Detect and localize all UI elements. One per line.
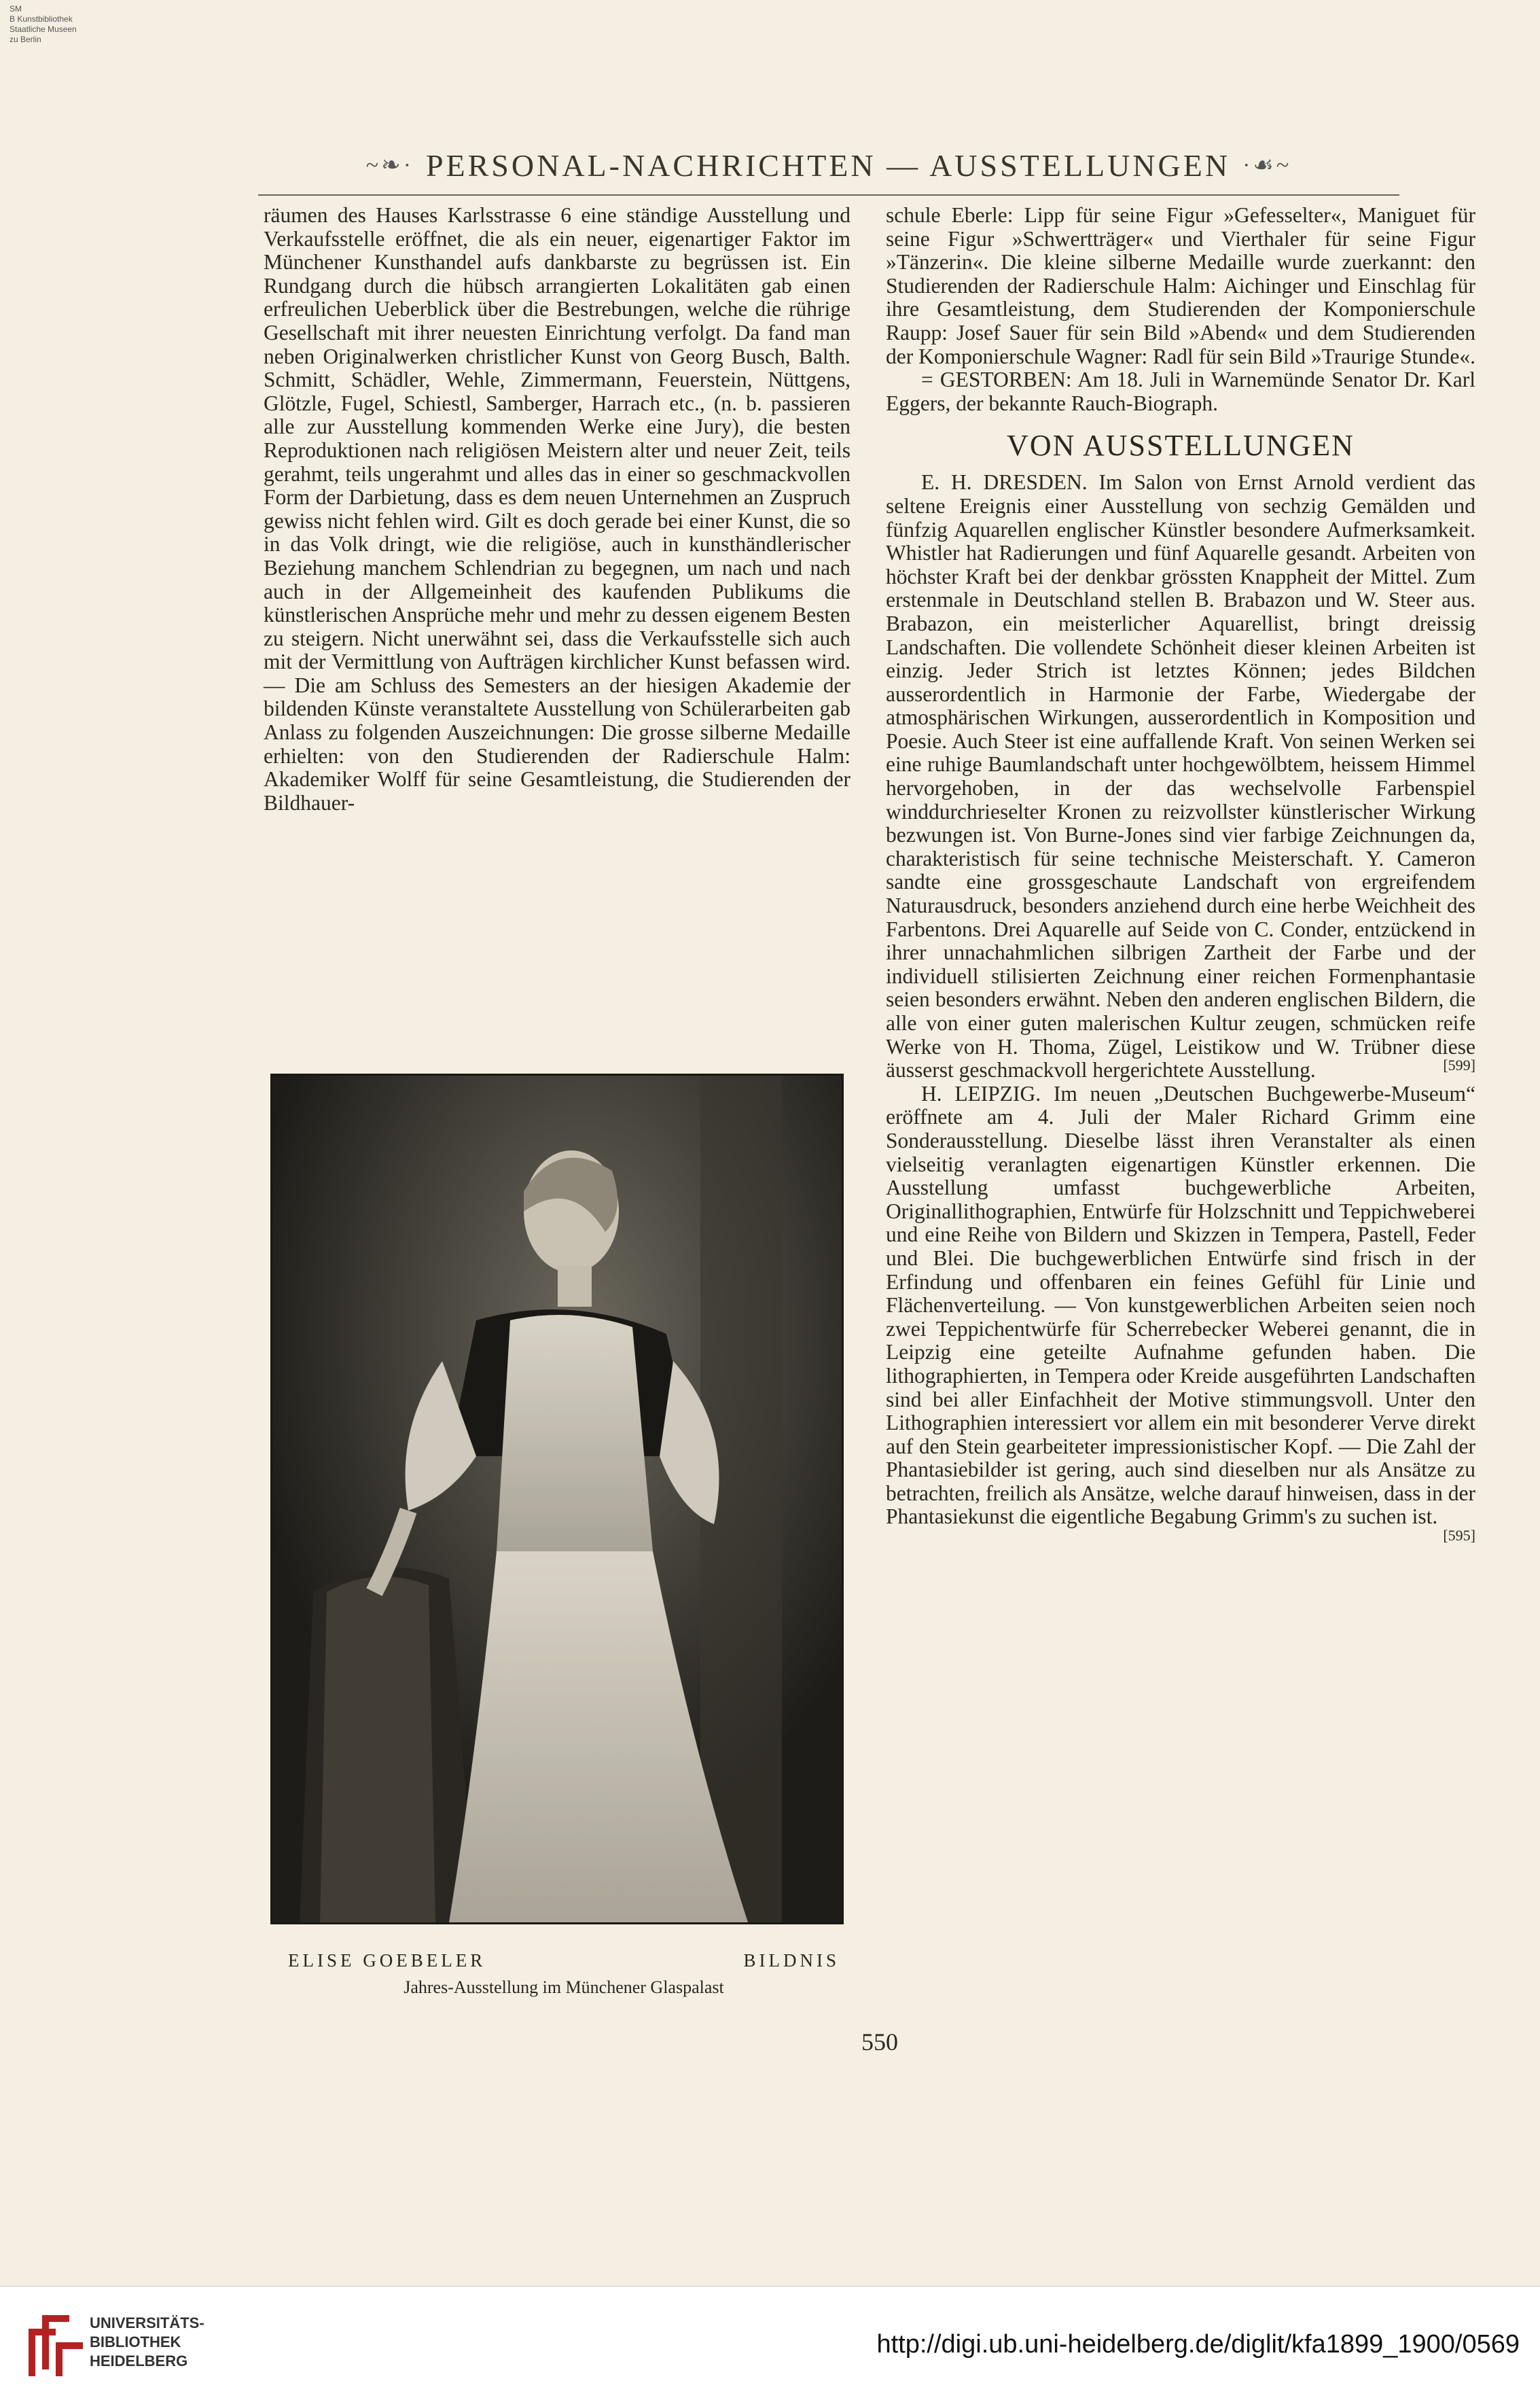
right-paragraph-3: E. H. DRESDEN. Im Salon von Ernst Arnold verdient das seltene Ereignis einer Ausstellung von sechzig Gemälden und fünfzig Aquarellen englischer Künstler besondere Aufmerksamkeit. Whistler hat Radierungen und fünf Aquarelle gesandt. Arbeiten von höchster Kraft bei der denkbar grössten Knappheit der Mittel. Zum erstenmale in Deutschland stellen B. Brabazon und W. Steer aus. Brabazon, ein meisterlicher Aquarellist, bringt dreissig Landschaften. Die vollendete Schönheit dieser kleinen Arbeiten ist einzig. Jeder Strich ist letztes Können; jedes Bildchen ausserordentlich in Harmonie der Farbe, Wiedergabe der atmosphärischen Wirkungen, ausserordentlich in Komposition und Poesie. Auch Steer ist eine auffallende Kraft. Von seinen Werken sei eine ruhige Baumlandschaft unter hochgewölbtem, heissem Himmel hervorgehoben, in der das wechselvolle Farbenspiel winddurchrieselter Kronen zu reizvollster künstlerischer Wirkung bezwungen ist. Von Burne-Jones sind vier farbige Zeichnungen da, charakteristisch für seine technische Meisterschaft. Y. Cameron sandte eine grossgeschaute Landschaft von ergreifendem Naturausdruck, besonders anziehend durch eine herbe Weichheit des Farbentons. Drei Aquarelle auf Seide von C. Conder, entzückend in ihrer unnachahmlichen silbrigen Zartheit der Farbe und der individuell stilisierten Zeichnung einer reichen Formenphantasie seien besonders erwähnt. Neben den anderen englischen Bildern, die alle von einer guten malerischen Kultur zeugen, schmücken reife Werke von H. Thoma, Zügel, Leistikow und W. Trübner diese äusserst geschmackvoll hergerichtete Ausstellung. [599] — [886, 470, 1475, 1082]
caption-subtitle: Jahres-Ausstellung im Münchener Glaspalast — [404, 1977, 724, 1997]
source-url-link[interactable]: http://digi.ub.uni-heidelberg.de/diglit/kfa1899_1900/0569 — [876, 2330, 1520, 2359]
portrait-illustration — [272, 1076, 842, 1922]
image-caption — [288, 1950, 840, 1971]
library-name: UNIVERSITÄTS- BIBLIOTHEK HEIDELBERG — [90, 2314, 204, 2369]
library-stamp: SM B Kunstbibliothek Staatliche Museen zu Berlin — [10, 4, 77, 44]
right-paragraph-2: = GESTORBEN: Am 18. Juli in Warnemünde Senator Dr. Karl Eggers, der bekannte Rauch-Biograph. — [886, 368, 1475, 415]
ornament-right-icon: ·☙~ — [1242, 153, 1292, 178]
right-paragraph-4: H. LEIPZIG. Im neuen „Deutschen Buchgewerbe-Museum“ eröffnete am 4. Juli der Maler Richard Grimm eine Sonderausstellung. Dieselbe lässt ihren Veranstalter als einen vielseitig veranlagten eigenartigen Künstler erkennen. Die Ausstellung umfasst buchgewerbliche Arbeiten, Originallithographien, Entwürfe für Holzschnitt und Teppichweberei und eine Reihe von Bildern und Skizzen in Tempera, Pastell, Feder und Blei. Die buchgewerblichen Entwürfe sind frisch in der Erfindung und offenbaren ein feines Gefühl für Linie und Flächenverteilung. — Von kunstgewerblichen Arbeiten seien noch zwei Teppichentwürfe für Scherrebecker Weberei genannt, die in Leipzig eine geteilte Aufnahme gefunden haben. Die lithographierten, in Tempera oder Kreide ausgeführten Landschaften sind bei aller Einfachheit der Motive stimmungsvoll. Unter den Lithographien interessiert vor allem ein mit besonderer Verve direkt auf den Stein gearbeiteter impressionistischer Kopf. — Die Zahl der Phantasiebilder ist gering, auch sind dieselben nur als Ansätze zu betrachten, freilich als Ansätze, welche darauf hinweisen, dass in der Phantasiekunst die eigentliche Begabung Grimm's zu suchen ist. [595] — [886, 1081, 1475, 1545]
right-column — [886, 203, 1475, 1545]
portrait-image — [270, 1074, 844, 1924]
right-paragraph-1: schule Eberle: Lipp für seine Figur »Gefesselter«, Maniguet für seine Figur »Schwertträger« und Vierthaler für seine Figur »Tänzerin«. Die kleine silberne Medaille wurde zuerkannt: den Studierenden der Radierschule Halm: Aichinger und Einschlag für ihre Gesamtleistung, dem Studierenden der Komponierschule Raupp: Josef Sauer für sein Bild »Abend« und dem Studierenden der Komponierschule Wagner: Radl für sein Bild »Traurige Stunde«. — [886, 203, 1475, 368]
page-header — [258, 141, 1399, 189]
footer-bar — [0, 2286, 1540, 2398]
header-title: PERSONAL-NACHRICHTEN — AUSSTELLUNGEN — [425, 147, 1231, 183]
caption-artist: ELISE GOEBELER — [288, 1950, 486, 1971]
section-title: VON AUSSTELLUNGEN — [1007, 429, 1355, 463]
left-column — [264, 204, 850, 815]
left-paragraph: räumen des Hauses Karlsstrasse 6 eine ständige Ausstellung und Verkaufsstelle eröffnet, die als ein neuer, eigenartiger Faktor im Münchener Kunsthandel aufs dankbarste zu begrüssen ist. Ein Rundgang durch die hübsch arrangierten Lokalitäten gab einen erfreulichen Ueberblick über die Bestrebungen, welche die rührige Gesellschaft mit ihrer neuesten Einrichtung verfolgt. Da fand man neben Originalwerken christlicher Kunst von Georg Busch, Balth. Schmitt, Schädler, Wehle, Zimmermann, Feuerstein, Nüttgens, Glötzle, Fugel, Schiestl, Samberger, Harrach etc., (n. b. passieren alle zur Ausstellung kommenden Werke eine Jury), die besten Reproduktionen nach religiösen Meistern alter und neuer Zeit, teils gerahmt, teils ungerahmt und alles das in einer so geschmackvollen Form der Darbietung, dass es dem neuen Unternehmen an Zuspruch gewiss nicht fehlen wird. Gilt es doch gerade bei einer Kunst, die so in das Volk dringt, wie die religiöse, auch in kunsthändlerischer Beziehung manchem Schlendrian zu begegnen, um nach und nach auch in der Allgemeinheit des kaufenden Publikums die künstlerischen Ansprüche mehr und mehr zu dessen eigenem Besten zu steigern. Nicht unerwähnt sei, dass die Verkaufsstelle sich auch mit der Vermittlung von Aufträgen kirchlicher Kunst befassen wird. — Die am Schluss des Semesters an der hiesigen Akademie der bildenden Künste veranstaltete Ausstellung von Schülerarbeiten gab Anlass zu folgenden Auszeichnungen: Die grosse silberne Medaille erhielten: von den Studierenden der Radierschule Halm: Akademiker Wolff für seine Gesamtleistung, die Studierenden der Bildhauer- — [264, 203, 850, 815]
library-logo-icon — [15, 2302, 90, 2383]
reference-number: [595] — [1443, 1527, 1475, 1545]
reference-number: [599] — [1443, 1057, 1475, 1074]
header-rule — [258, 194, 1399, 196]
page-number: 550 — [861, 2028, 898, 2056]
ornament-left-icon: ~❧· — [365, 153, 414, 178]
caption-title: BILDNIS — [743, 1950, 840, 1971]
